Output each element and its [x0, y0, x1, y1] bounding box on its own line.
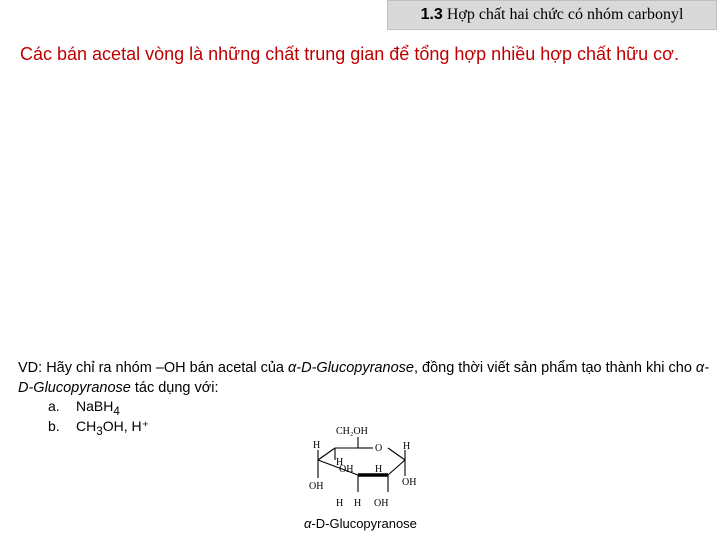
- example-text-end: tác dụng với:: [130, 380, 219, 396]
- label-h-bottom: H: [354, 498, 362, 509]
- label-h-c4: H: [336, 457, 344, 468]
- label-h-c1: H: [403, 441, 411, 452]
- example-compound-2: α-D-Glucopyranose: [18, 360, 710, 396]
- list-item-b: [48, 418, 149, 438]
- intro-text: Các bán acetal vòng là những chất trung gian để tổng hợp nhiều hợp chất hữu cơ.: [20, 44, 679, 64]
- label-h-c5: H: [313, 440, 321, 451]
- label-h-c2: H: [375, 464, 383, 475]
- label-oh-c4: OH: [339, 464, 354, 475]
- glucopyranose-structure: [300, 420, 430, 520]
- example-text-after: , đồng thời viết sản phẩm tạo thành khi cho: [413, 360, 696, 376]
- example-compound: α-D-Glucopyranose: [288, 360, 414, 376]
- list-item-rest: OH, H⁺: [102, 418, 149, 434]
- molecule-caption: [304, 516, 417, 531]
- list-item-label: CH: [76, 418, 97, 434]
- label-oh-c3: OH: [374, 498, 389, 509]
- section-number: 1.3: [420, 6, 443, 23]
- list-item-subscript: 4: [113, 404, 120, 418]
- caption-alpha: α: [304, 516, 312, 531]
- label-ring-o: O: [375, 443, 383, 454]
- list-item-letter: a.: [48, 398, 60, 414]
- section-title: Hợp chất hai chức có nhóm carbonyl: [446, 6, 684, 23]
- list-item-subscript: 3: [96, 424, 103, 438]
- example-prefix: VD: [18, 360, 39, 376]
- example-question: [18, 358, 718, 398]
- label-oh-c5: OH: [309, 481, 324, 492]
- list-item-label: NaBH: [76, 398, 114, 414]
- label-oh-c1: OH: [402, 477, 417, 488]
- section-header: [387, 0, 717, 30]
- label-h-c3: H: [336, 498, 344, 509]
- example-text-before: : Hãy chỉ ra nhóm –OH bán acetal của: [38, 360, 289, 376]
- list-item-a: [48, 398, 120, 418]
- caption-rest: -D-Glucopyranose: [311, 516, 417, 531]
- label-ch2oh: CH₂OH: [336, 426, 368, 437]
- list-item-letter: b.: [48, 418, 60, 434]
